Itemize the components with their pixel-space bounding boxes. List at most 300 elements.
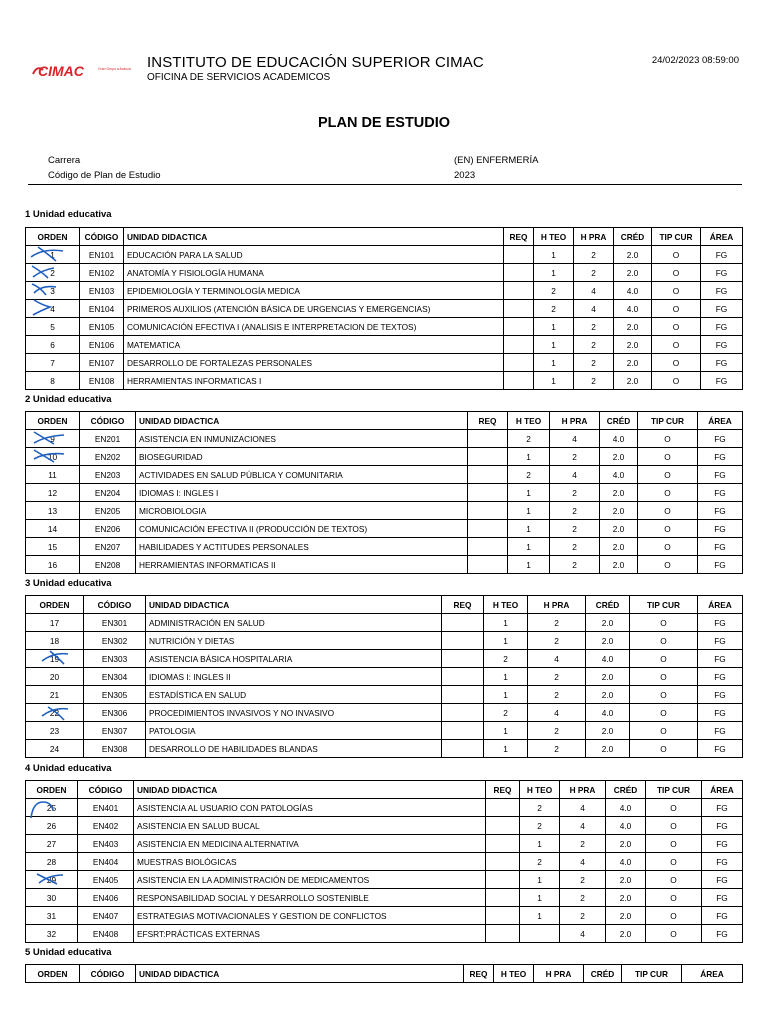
cell-codigo: EN108 — [80, 372, 124, 390]
cell-codigo: EN104 — [80, 300, 124, 318]
cell-hpra: 4 — [560, 817, 606, 835]
cell-orden: 12 — [26, 484, 80, 502]
col-tipcur: TIP CUR — [630, 596, 698, 614]
cell-unidad: BIOSEGURIDAD — [136, 448, 468, 466]
career-value: (EN) ENFERMERÍA — [454, 155, 539, 166]
cell-cred: 2.0 — [586, 722, 630, 740]
logo-tagline: Gran Grupo a Avanza — [98, 67, 131, 71]
col-hteo: H TEO — [520, 781, 560, 799]
cell-cred: 2.0 — [586, 686, 630, 704]
cell-unidad: NUTRICIÓN Y DIETAS — [146, 632, 442, 650]
cell-hpra: 2 — [550, 502, 600, 520]
cell-tip: O — [630, 632, 698, 650]
cell-req — [442, 614, 484, 632]
cell-codigo: EN405 — [78, 871, 134, 889]
cell-hteo: 1 — [508, 484, 550, 502]
cell-orden: 27 — [26, 835, 78, 853]
cell-hpra: 2 — [560, 871, 606, 889]
cell-hteo: 1 — [534, 354, 574, 372]
table-row — [26, 871, 743, 889]
cell-area: FG — [702, 871, 743, 889]
cell-codigo: EN302 — [84, 632, 146, 650]
cell-cred: 4.0 — [606, 853, 646, 871]
cell-hteo: 1 — [534, 336, 574, 354]
cell-hteo: 2 — [508, 466, 550, 484]
cell-req — [504, 300, 534, 318]
cell-tip: O — [646, 799, 702, 817]
cell-area: FG — [702, 835, 743, 853]
cell-cred: 2.0 — [586, 632, 630, 650]
cell-unidad: ADMINISTRACIÓN EN SALUD — [146, 614, 442, 632]
cell-req — [442, 650, 484, 668]
table-row — [26, 668, 743, 686]
cell-hpra: 2 — [528, 632, 586, 650]
cell-tip: O — [630, 740, 698, 758]
cell-hpra: 2 — [528, 686, 586, 704]
cell-cred: 4.0 — [606, 799, 646, 817]
career-label: Carrera — [48, 155, 81, 166]
cell-req — [504, 246, 534, 264]
cell-codigo: EN407 — [78, 907, 134, 925]
cell-codigo: EN102 — [80, 264, 124, 282]
unit-title: 4 Unidad educativa — [25, 763, 112, 774]
cell-unidad: PRIMEROS AUXILIOS (ATENCIÓN BÁSICA DE URGENCIAS Y EMERGENCIAS) — [124, 300, 504, 318]
col-orden: ORDEN — [26, 228, 80, 246]
cell-orden: 10 — [26, 448, 80, 466]
cell-hpra: 4 — [574, 300, 614, 318]
cell-orden: 3 — [26, 282, 80, 300]
cell-codigo: EN401 — [78, 799, 134, 817]
cell-cred: 2.0 — [614, 318, 652, 336]
cell-orden: 19 — [26, 650, 84, 668]
table-row — [26, 336, 743, 354]
cell-req — [468, 484, 508, 502]
col-area: ÁREA — [698, 412, 743, 430]
col-codigo: CÓDIGO — [80, 228, 124, 246]
col-orden: ORDEN — [26, 596, 84, 614]
cell-tip: O — [638, 484, 698, 502]
cell-tip: O — [630, 704, 698, 722]
cell-hteo: 1 — [508, 520, 550, 538]
cell-unidad: IDIOMAS I: INGLES II — [146, 668, 442, 686]
cell-hteo: 2 — [534, 300, 574, 318]
table-row — [26, 650, 743, 668]
cell-cred: 2.0 — [606, 907, 646, 925]
cell-cred: 4.0 — [586, 650, 630, 668]
cell-area: FG — [698, 520, 743, 538]
cell-tip: O — [630, 650, 698, 668]
cell-area: FG — [702, 853, 743, 871]
cell-req — [442, 704, 484, 722]
col-req: REQ — [464, 965, 494, 983]
cell-area: FG — [698, 556, 743, 574]
cell-cred: 2.0 — [614, 372, 652, 390]
cell-cred: 4.0 — [586, 704, 630, 722]
cell-tip: O — [652, 300, 701, 318]
col-hpra: H PRA — [534, 965, 584, 983]
cell-req — [486, 835, 520, 853]
table-row — [26, 614, 743, 632]
cell-tip: O — [638, 448, 698, 466]
cell-orden: 5 — [26, 318, 80, 336]
table-row — [26, 925, 743, 943]
cell-orden: 29 — [26, 871, 78, 889]
cell-orden: 32 — [26, 925, 78, 943]
cell-area: FG — [698, 722, 743, 740]
cell-hteo: 1 — [520, 871, 560, 889]
cell-hpra: 2 — [560, 835, 606, 853]
col-cred: CRÉD — [586, 596, 630, 614]
col-orden: ORDEN — [26, 412, 80, 430]
table-row — [26, 282, 743, 300]
col-cred: CRÉD — [614, 228, 652, 246]
cell-hteo: 1 — [508, 448, 550, 466]
cell-cred: 2.0 — [586, 740, 630, 758]
cell-hpra: 4 — [550, 430, 600, 448]
table-header-row — [26, 965, 743, 983]
col-hteo: H TEO — [484, 596, 528, 614]
cell-codigo: EN305 — [84, 686, 146, 704]
cell-unidad: HERRAMIENTAS INFORMATICAS I — [124, 372, 504, 390]
table-row — [26, 448, 743, 466]
cell-codigo: EN101 — [80, 246, 124, 264]
table-row — [26, 430, 743, 448]
cell-codigo: EN408 — [78, 925, 134, 943]
cell-unidad: ASISTENCIA EN SALUD BUCAL — [134, 817, 486, 835]
cell-orden: 13 — [26, 502, 80, 520]
cell-codigo: EN402 — [78, 817, 134, 835]
cell-hteo: 1 — [520, 907, 560, 925]
cell-hteo: 1 — [484, 686, 528, 704]
cell-area: FG — [698, 448, 743, 466]
cell-cred: 4.0 — [606, 817, 646, 835]
cell-orden: 18 — [26, 632, 84, 650]
cell-cred: 4.0 — [614, 300, 652, 318]
cell-codigo: EN307 — [84, 722, 146, 740]
cell-hteo: 2 — [534, 282, 574, 300]
cell-tip: O — [646, 817, 702, 835]
cell-tip: O — [646, 907, 702, 925]
cell-codigo: EN107 — [80, 354, 124, 372]
cell-area: FG — [702, 799, 743, 817]
col-codigo: CÓDIGO — [78, 781, 134, 799]
cell-tip: O — [652, 246, 701, 264]
cell-req — [504, 264, 534, 282]
cell-orden: 31 — [26, 907, 78, 925]
cell-cred: 2.0 — [586, 614, 630, 632]
table-row — [26, 466, 743, 484]
cell-area: FG — [701, 264, 743, 282]
cell-unidad: COMUNICACIÓN EFECTIVA I (ANALISIS E INTERPRETACION DE TEXTOS) — [124, 318, 504, 336]
office-name: OFICINA DE SERVICIOS ACADEMICOS — [147, 72, 331, 83]
unit-table — [25, 227, 743, 390]
cell-codigo: EN306 — [84, 704, 146, 722]
cell-hpra: 4 — [574, 282, 614, 300]
table-row — [26, 484, 743, 502]
cell-hteo: 1 — [484, 632, 528, 650]
cell-codigo: EN208 — [80, 556, 136, 574]
cell-cred: 2.0 — [614, 264, 652, 282]
cell-orden: 23 — [26, 722, 84, 740]
cell-area: FG — [701, 354, 743, 372]
col-tipcur: TIP CUR — [646, 781, 702, 799]
plan-code-value: 2023 — [454, 170, 476, 181]
cell-area: FG — [698, 632, 743, 650]
cell-unidad: ASISTENCIA AL USUARIO CON PATOLOGÍAS — [134, 799, 486, 817]
cell-orden: 9 — [26, 430, 80, 448]
cell-hteo: 2 — [520, 853, 560, 871]
cell-area: FG — [702, 817, 743, 835]
cell-codigo: EN103 — [80, 282, 124, 300]
cell-req — [468, 430, 508, 448]
cell-hpra: 2 — [574, 372, 614, 390]
meta-divider — [28, 184, 742, 185]
cell-codigo: EN106 — [80, 336, 124, 354]
cell-hteo: 2 — [520, 817, 560, 835]
col-orden: ORDEN — [26, 965, 80, 983]
cell-tip: O — [646, 835, 702, 853]
cell-req — [468, 466, 508, 484]
col-hpra: H PRA — [550, 412, 600, 430]
cell-req — [504, 282, 534, 300]
unit-title: 3 Unidad educativa — [25, 578, 112, 589]
col-req: REQ — [486, 781, 520, 799]
table-row — [26, 632, 743, 650]
cell-hteo: 1 — [534, 264, 574, 282]
cell-codigo: EN105 — [80, 318, 124, 336]
cell-area: FG — [701, 336, 743, 354]
unit-table — [25, 964, 743, 983]
table-row — [26, 835, 743, 853]
cell-codigo: EN303 — [84, 650, 146, 668]
cell-req — [442, 740, 484, 758]
cell-hpra: 2 — [574, 246, 614, 264]
cell-hteo: 1 — [484, 722, 528, 740]
cell-codigo: EN304 — [84, 668, 146, 686]
cell-tip: O — [630, 722, 698, 740]
cell-area: FG — [698, 430, 743, 448]
cell-req — [468, 538, 508, 556]
cell-tip: O — [646, 853, 702, 871]
col-area: ÁREA — [682, 965, 743, 983]
cell-hpra: 2 — [574, 318, 614, 336]
plan-code-label: Código de Plan de Estudio — [48, 170, 161, 181]
cell-hpra: 2 — [560, 889, 606, 907]
cell-area: FG — [698, 614, 743, 632]
cell-cred: 4.0 — [600, 430, 638, 448]
cell-req — [486, 871, 520, 889]
table-row — [26, 300, 743, 318]
cell-hpra: 2 — [528, 740, 586, 758]
cell-unidad: DESARROLLO DE HABILIDADES BLANDAS — [146, 740, 442, 758]
cell-cred: 2.0 — [614, 354, 652, 372]
cell-unidad: IDIOMAS I: INGLES I — [136, 484, 468, 502]
logo-wordmark: CIMAC — [38, 63, 84, 79]
cell-unidad: HABILIDADES Y ACTITUDES PERSONALES — [136, 538, 468, 556]
col-hpra: H PRA — [560, 781, 606, 799]
cell-codigo: EN207 — [80, 538, 136, 556]
cell-orden: 17 — [26, 614, 84, 632]
cell-orden: 8 — [26, 372, 80, 390]
cell-orden: 30 — [26, 889, 78, 907]
cell-codigo: EN203 — [80, 466, 136, 484]
cell-area: FG — [702, 889, 743, 907]
col-hpra: H PRA — [574, 228, 614, 246]
cell-codigo: EN308 — [84, 740, 146, 758]
cell-hpra: 4 — [560, 799, 606, 817]
cell-tip: O — [646, 925, 702, 943]
cell-tip: O — [638, 520, 698, 538]
cell-cred: 2.0 — [586, 668, 630, 686]
cell-area: FG — [701, 282, 743, 300]
table-header-row — [26, 596, 743, 614]
cell-cred: 2.0 — [606, 925, 646, 943]
cell-hteo: 1 — [508, 556, 550, 574]
cell-area: FG — [698, 538, 743, 556]
cell-orden: 21 — [26, 686, 84, 704]
cell-orden: 28 — [26, 853, 78, 871]
cell-req — [486, 799, 520, 817]
cell-area: FG — [701, 246, 743, 264]
cell-req — [504, 318, 534, 336]
cell-cred: 2.0 — [614, 246, 652, 264]
cell-req — [486, 853, 520, 871]
cell-orden: 6 — [26, 336, 80, 354]
cell-area: FG — [698, 466, 743, 484]
cell-hpra: 2 — [550, 448, 600, 466]
cell-unidad: DESARROLLO DE FORTALEZAS PERSONALES — [124, 354, 504, 372]
cell-unidad: HERRAMIENTAS INFORMATICAS II — [136, 556, 468, 574]
cell-cred: 4.0 — [600, 466, 638, 484]
cell-unidad: MICROBIOLOGIA — [136, 502, 468, 520]
cell-unidad: ANATOMÍA Y FISIOLOGÍA HUMANA — [124, 264, 504, 282]
cell-hpra: 2 — [550, 520, 600, 538]
cell-cred: 2.0 — [600, 520, 638, 538]
cell-cred: 2.0 — [600, 484, 638, 502]
table-row — [26, 799, 743, 817]
cell-unidad: ASISTENCIA EN LA ADMINISTRACIÓN DE MEDICAMENTOS — [134, 871, 486, 889]
table-header-row — [26, 228, 743, 246]
col-req: REQ — [468, 412, 508, 430]
cell-tip: O — [630, 614, 698, 632]
cell-cred: 2.0 — [600, 538, 638, 556]
cell-hteo: 1 — [520, 889, 560, 907]
table-row — [26, 520, 743, 538]
cell-codigo: EN201 — [80, 430, 136, 448]
cell-cred: 4.0 — [614, 282, 652, 300]
cell-hteo: 1 — [520, 835, 560, 853]
institution-name: INSTITUTO DE EDUCACIÓN SUPERIOR CIMAC — [147, 54, 484, 71]
cell-hteo: 2 — [520, 799, 560, 817]
cell-area: FG — [698, 502, 743, 520]
cell-orden: 4 — [26, 300, 80, 318]
table-row — [26, 686, 743, 704]
cell-codigo: EN406 — [78, 889, 134, 907]
cell-unidad: RESPONSABILIDAD SOCIAL Y DESARROLLO SOSTENIBLE — [134, 889, 486, 907]
cell-hpra: 2 — [550, 538, 600, 556]
cell-tip: O — [638, 430, 698, 448]
col-area: ÁREA — [702, 781, 743, 799]
cell-orden: 25 — [26, 799, 78, 817]
cell-codigo: EN206 — [80, 520, 136, 538]
cell-orden: 15 — [26, 538, 80, 556]
cell-req — [442, 722, 484, 740]
table-row — [26, 264, 743, 282]
cell-req — [468, 520, 508, 538]
col-cred: CRÉD — [600, 412, 638, 430]
col-unidad: UNIDAD DIDACTICA — [136, 412, 468, 430]
col-unidad: UNIDAD DIDACTICA — [146, 596, 442, 614]
cell-orden: 2 — [26, 264, 80, 282]
cell-orden: 11 — [26, 466, 80, 484]
cell-hteo: 1 — [534, 246, 574, 264]
cell-orden: 16 — [26, 556, 80, 574]
unit-table — [25, 780, 743, 943]
cell-cred: 2.0 — [606, 835, 646, 853]
cell-unidad: EDUCACIÓN PARA LA SALUD — [124, 246, 504, 264]
cell-unidad: ESTRATEGIAS MOTIVACIONALES Y GESTION DE CONFLICTOS — [134, 907, 486, 925]
cell-req — [442, 686, 484, 704]
cell-codigo: EN403 — [78, 835, 134, 853]
cell-hpra: 2 — [528, 722, 586, 740]
col-codigo: CÓDIGO — [84, 596, 146, 614]
cell-tip: O — [652, 264, 701, 282]
cell-req — [504, 372, 534, 390]
col-cred: CRÉD — [606, 781, 646, 799]
cell-hteo: 1 — [484, 668, 528, 686]
cell-hpra: 4 — [528, 650, 586, 668]
col-area: ÁREA — [701, 228, 743, 246]
col-req: REQ — [504, 228, 534, 246]
table-row — [26, 704, 743, 722]
cell-tip: O — [630, 668, 698, 686]
cell-hteo: 1 — [484, 614, 528, 632]
cell-hpra: 4 — [560, 853, 606, 871]
cell-hteo: 1 — [484, 740, 528, 758]
table-row — [26, 907, 743, 925]
cell-unidad: ASISTENCIA EN INMUNIZACIONES — [136, 430, 468, 448]
cell-hpra: 2 — [550, 556, 600, 574]
col-codigo: CÓDIGO — [80, 965, 136, 983]
col-tipcur: TIP CUR — [622, 965, 682, 983]
cell-unidad: EFSRT:PRÁCTICAS EXTERNAS — [134, 925, 486, 943]
cell-tip: O — [638, 502, 698, 520]
table-row — [26, 722, 743, 740]
cell-unidad: ASISTENCIA BÁSICA HOSPITALARIA — [146, 650, 442, 668]
col-area: ÁREA — [698, 596, 743, 614]
page-title: PLAN DE ESTUDIO — [317, 115, 451, 131]
cell-tip: O — [646, 871, 702, 889]
cell-tip: O — [638, 466, 698, 484]
cell-area: FG — [702, 907, 743, 925]
cell-orden: 22 — [26, 704, 84, 722]
table-row — [26, 354, 743, 372]
cell-unidad: COMUNICACIÓN EFECTIVA II (PRODUCCIÓN DE TEXTOS) — [136, 520, 468, 538]
cell-hpra: 2 — [560, 907, 606, 925]
cell-req — [468, 556, 508, 574]
col-unidad: UNIDAD DIDACTICA — [136, 965, 464, 983]
cell-cred: 2.0 — [600, 448, 638, 466]
unit-title: 2 Unidad educativa — [25, 394, 112, 405]
table-row — [26, 318, 743, 336]
cell-tip: O — [652, 318, 701, 336]
cell-cred: 2.0 — [606, 889, 646, 907]
cell-unidad: MUESTRAS BIOLÓGICAS — [134, 853, 486, 871]
print-datetime: 24/02/2023 08:59:00 — [651, 55, 739, 66]
cell-hpra: 4 — [528, 704, 586, 722]
cell-orden: 24 — [26, 740, 84, 758]
table-row — [26, 853, 743, 871]
